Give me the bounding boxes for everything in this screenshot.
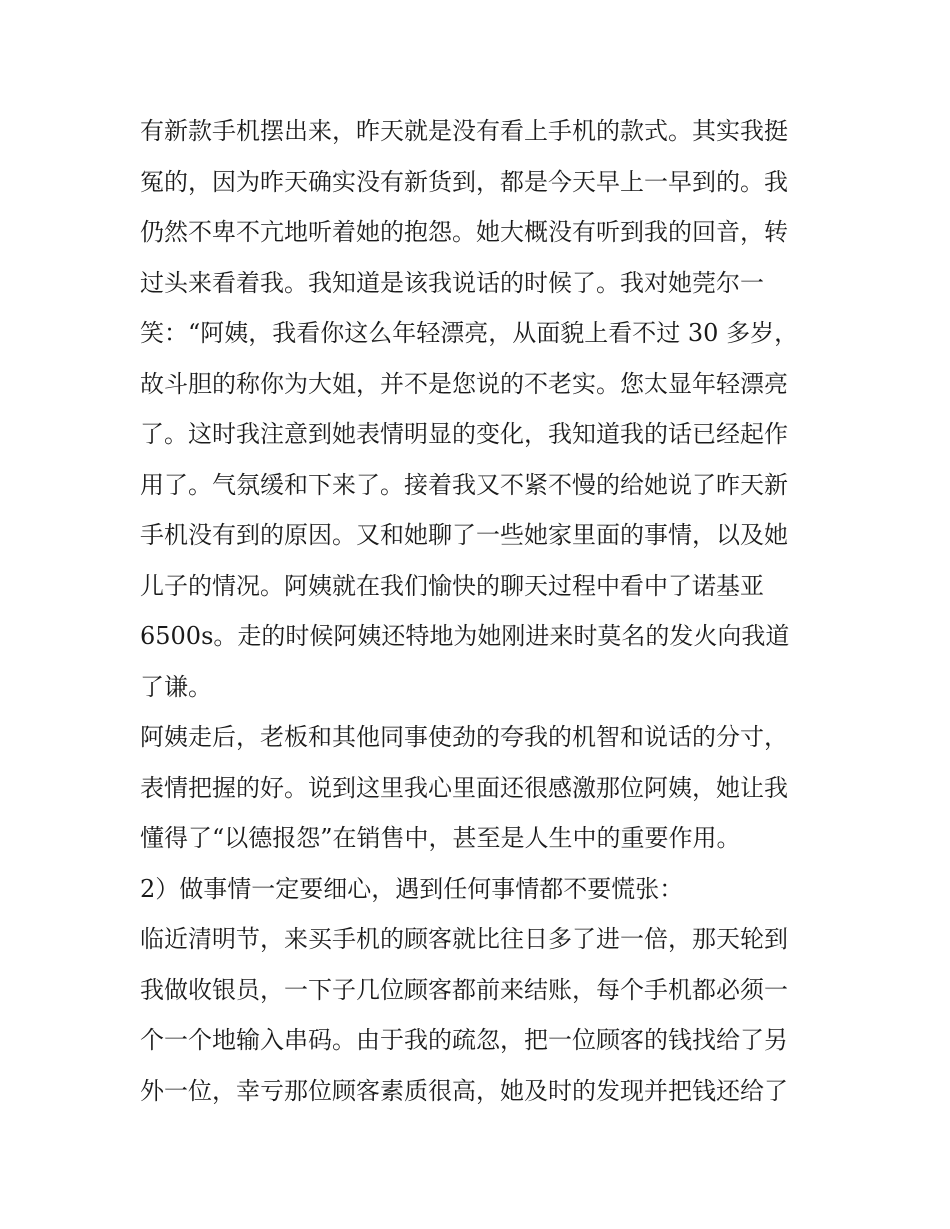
text-line: 个一个地输入串码。由于我的疏忽，把一位顾客的钱找给了另 bbox=[140, 1026, 788, 1054]
body-text bbox=[140, 106, 820, 1116]
text-line: 有新款手机摆出来，昨天就是没有看上手机的款式。其实我挺 bbox=[140, 117, 788, 145]
text-line: 临近清明节，来买手机的顾客就比往日多了进一倍，那天轮到 bbox=[140, 925, 788, 953]
text-line: 冤的，因为昨天确实没有新货到，都是今天早上一早到的。我 bbox=[140, 167, 788, 196]
text-line: 儿子的情况。阿姨就在我们愉快的聊天过程中看中了诺基亚 bbox=[140, 571, 764, 600]
text-line: 了谦。 bbox=[140, 672, 212, 701]
text-line: 用了。气氛缓和下来了。接着我又不紧不慢的给她说了昨天新 bbox=[140, 470, 788, 499]
text-line: 故斗胆的称你为大姐，并不是您说的不老实。您太显年轻漂亮 bbox=[140, 369, 788, 398]
text-line: 我做收银员，一下子几位顾客都前来结账，每个手机都必须一 bbox=[140, 975, 788, 1004]
text-line: 表情把握的好。说到这里我心里面还很感激那位阿姨，她让我 bbox=[140, 773, 788, 802]
text-line: 6500s。走的时候阿姨还特地为她刚进来时莫名的发火向我道 bbox=[140, 622, 790, 650]
text-line: 阿姨走后，老板和其他同事使劲的夸我的机智和说话的分寸， bbox=[140, 723, 788, 751]
text-line: 过头来看着我。我知道是该我说话的时候了。我对她莞尔一 bbox=[140, 268, 764, 297]
text-line: 笑：“阿姨，我看你这么年轻漂亮，从面貌上看不过 30 多岁， bbox=[140, 319, 799, 347]
text-line: 手机没有到的原因。又和她聊了一些她家里面的事情，以及她 bbox=[140, 521, 788, 549]
text-line: 懂得了“以德报怨”在销售中，甚至是人生中的重要作用。 bbox=[140, 824, 741, 852]
section-heading: 2）做事情一定要细心，遇到任何事情都不要慌张： bbox=[140, 874, 684, 903]
text-line: 了。这时我注意到她表情明显的变化，我知道我的话已经起作 bbox=[140, 420, 788, 448]
text-line: 外一位，幸亏那位顾客素质很高，她及时的发现并把钱还给了 bbox=[140, 1076, 788, 1105]
text-line: 仍然不卑不亢地听着她的抱怨。她大概没有听到我的回音，转 bbox=[140, 218, 788, 246]
